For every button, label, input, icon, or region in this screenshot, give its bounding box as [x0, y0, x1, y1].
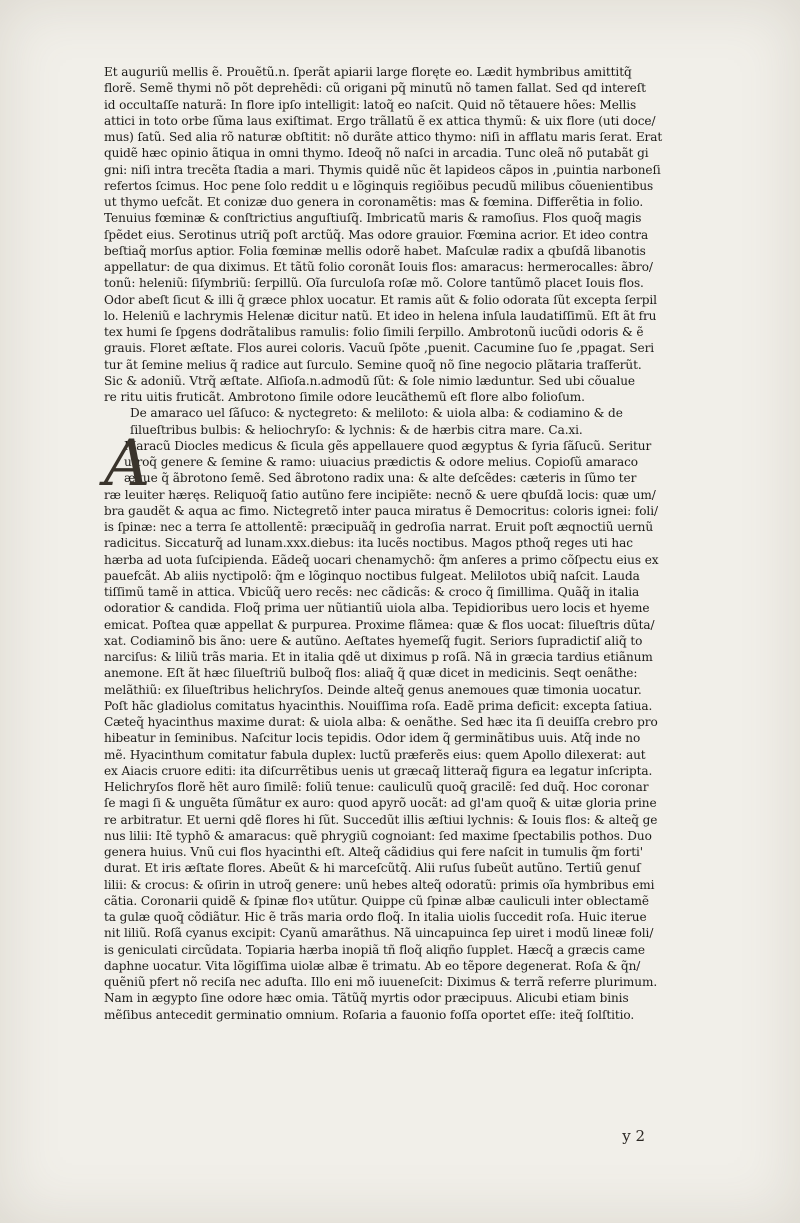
text-line: nus lilii: Itẽ typhõ & amaracus: quẽ phrygiũ cognoiant: ſed maxime ſpectabilis pothos. Duo: [104, 828, 652, 843]
text-line: is ſpinæ: nec a terra ſe attollentẽ: præcipuãq̃ in gedroſia narrat. Eruit poſt æqnoctiũ uernũ: [104, 520, 654, 534]
text-line: mus) ſatũ. Sed alia rõ naturæ obſtitit: nõ durãte attico thymo: niſi in afflatu maris ſerat. Erat: [104, 130, 663, 144]
text-line: attici in toto orbe ſũma laus exiſtimat. Ergo trãllatũ ẽ ex attica thymũ: & uix flore (uti doce/: [104, 113, 656, 128]
text-line: is geniculati circũdata. Topiaria hærba inopiã tñ floq̃ aliqño ſupplet. Hæcq̃ a græcis came: [104, 942, 645, 957]
text-line: ex Aiacis cruore editi: ita diſcurrẽtibus uenis ut græcaq̃ litteraq̃ figura ea legatur inſcripta.: [104, 763, 653, 778]
text-line: refertos ſcimus. Hoc pene ſolo reddit u e lõginquis regiõibus pecudũ milibus cõuenientibus: [104, 178, 654, 193]
text-line: cãtia. Coronarii quidẽ & ſpinæ floꝛ utũtur. Quippe cũ ſpinæ albæ cauliculi inter oblectamẽ: [104, 893, 649, 908]
text-line: lilii: & crocus: & oſirin in utroq̃ genere: unũ hebes alteq̃ odoratũ: primis oĩa hymbribus emi: [104, 877, 655, 892]
text-line: hibeatur in ſeminibus. Naſcitur locis tepidis. Odor idem q̃ germinãtibus uuis. Atq̃ inde no: [104, 731, 641, 746]
text-line: radicitus. Siccaturq̃ ad lunam.xxx.diebus: ita lucẽs noctibus. Magos pthoq̃ reges uti hac: [104, 536, 633, 551]
text-block: [104, 64, 678, 1023]
text-line: tur ãt ſemine melius q̃ radice aut ſurculo. Semine quoq̃ nõ ſine negocio plãtaria traſferũt.: [104, 357, 642, 372]
text-line: Sic & adoniũ. Vtrq̃ æſtate. Alſioſa.n.admodũ ſũt: & ſole nimio læduntur. Sed ubi cõualue: [104, 373, 635, 388]
text-line: tiſſimũ tamẽ in attica. Vbicũq̃ uero recẽs: nec cãdicãs: & croco q̃ ſimillima. Quãq̃ in italia: [104, 585, 640, 599]
text-line: Tenuius fœminæ & conſtrictius anguſtiuſq̃. Imbricatũ maris & ramoſius. Flos quoq̃ magis: [104, 211, 642, 226]
text-line: melãthiũ: ex ſilueſtribus helichryſos. Deinde alteq̃ genus anemoues quæ timonia uocatur.: [104, 682, 642, 697]
paragraph-top: [104, 64, 678, 405]
text-line: æque q̃ ãbrotono ſemẽ. Sed ãbrotono radix una: & alte deſcẽdes: cæteris in ſũmo ter: [124, 471, 637, 486]
text-line: Nam in ægypto ſine odore hæc omia. Tãtũq̃ myrtis odor præcipuus. Alicubi etiam binis: [104, 991, 629, 1006]
text-line: quẽniũ pfert nõ reciſa nec aduſta. Illo eni mõ iuueneſcit: Diximus & terrã referre plurimum.: [104, 975, 658, 989]
text-line: gni: niſi intra trecẽta ſtadia a mari. Thymis quidẽ nũc ẽt lapideos cãpos in ,puintia narboneſi: [104, 162, 661, 177]
text-line: id occultaſſe naturã: In flore ipſo intelligit: latoq̃ eo naſcit. Quid nõ tẽtauere hões: Mellis: [104, 97, 637, 112]
text-line: ſilueſtribus bulbis: & heliochryſo: & lychnis: & de hærbis citra mare. Ca.xi.: [130, 422, 583, 437]
text-line: durat. Et iris æſtate flores. Abeũt & hi marceſcũtq̃. Alii ruſus ſubeũt autũno. Tertiũ genuſ: [104, 861, 641, 876]
text-line: utroq̃ genere & ſemine & ramo: uiuacius prædictis & odore melius. Copioſũ amaraco: [124, 455, 638, 469]
text-line: emicat. Poſtea quæ appellat & purpurea. Proxime flãmea: quæ & flos uocat: ſilueſtris dũta/: [104, 617, 655, 632]
text-line: lo. Heleniũ e lachrymis Helenæ dicitur natũ. Et ideo in helena inſula laudatiſſimũ. Eſt ãt fru: [104, 308, 657, 323]
text-line: ta gulæ quoq̃ cõdiãtur. Hic ẽ trãs maria ordo floq̃. In italia uiolis ſuccedit roſa. Huic iterue: [104, 910, 647, 924]
text-line: mẽſibus antecedit germinatio omnium. Roſaria a fauonio foſſa oportet eſſe: iteq̃ ſolſtitio.: [104, 1007, 635, 1022]
text-line: nit liliũ. Roſã cyanus excipit: Cyanũ amarãthus. Nã uincapuinca ſep uiret i modũ lineæ foli/: [104, 926, 654, 941]
text-line: Et auguriũ mellis ẽ. Prouẽtũ.n. ſperãt apiarii large floręte eo. Lædit hymbribus amittitq̃: [104, 65, 632, 79]
text-line: ſe magi ſi & unguẽta ſũmãtur ex auro: quod apyrõ uocãt: ad gl'am quoq̃ & uitæ gloria prine: [104, 796, 657, 811]
text-line: ræ leuiter hæręs. Reliquoq̃ ſatio autũno fere incipiẽte: necnõ & uere qbuſdã locis: quæ um/: [104, 487, 656, 502]
text-line: florẽ. Semẽ thymi nõ põt deprehẽdi: cũ origani pq̃ minutũ nõ tamen fallat. Sed qd intereſt: [104, 81, 646, 96]
text-line: daphne uocatur. Vita lõgiſſima uiolæ albæ ẽ trimatu. Ab eo tẽpore degenerat. Roſa & q̃n/: [104, 958, 641, 973]
text-line: Helichryſos florẽ hẽt auro ſimilẽ: foliũ tenue: cauliculũ quoq̃ gracilẽ: ſed duq̃. Hoc coronar: [104, 780, 649, 794]
text-line: re ritu uitis fruticãt. Ambrotono ſimile odore leucãthemũ eſt flore albo folioſum.: [104, 390, 585, 404]
text-line: xat. Codiaminõ bis ãno: uere & autũno. Aeſtates hyemeſq̃ fugit. Seriors ſupradictiſ aliq̃ to: [104, 633, 643, 648]
text-line: appellatur: de qua diximus. Et tãtũ folio coronãt Iouis flos: amaracus: hermerocalles: ãbro/: [104, 260, 653, 274]
text-line: De amaraco uel ſãſuco: & nyctegreto: & meliloto: & uiola alba: & codiamino & de: [130, 406, 623, 421]
text-line: anemone. Eſt ãt hæc ſilueſtriũ bulboq̃ flos: aliaq̃ q̃ quæ dicet in medicinis. Seqt oenãthe:: [104, 666, 638, 681]
text-line: grauis. Floret æſtate. Flos aurei coloris. Vacuũ ſpõte ,puenit. Cacumine ſuo ſe ,ppagat. Seri: [104, 341, 655, 356]
text-line: Cæteq̃ hyacinthus maxime durat: & uiola alba: & oenãthe. Sed hæc ita ſi deuiſſa crebro pro: [104, 715, 658, 729]
initial-letter: A: [104, 426, 151, 501]
text-line: hærba ad uota ſuſcipienda. Eãdeq̃ uocari chenamychõ: q̃m anſeres a primo cõſpectu eius ex: [104, 552, 659, 567]
text-line: beſtiaq̃ morſus aptior. Folia fœminæ mellis odorẽ habet. Maſculæ radix a qbuſdã libanotis: [104, 243, 646, 258]
text-line: narciſus: & liliũ trãs maria. Et in italia qdẽ ut diximus p roſã. Nã in græcia tardius etiãnum: [104, 650, 653, 664]
signature-mark: y 2: [622, 1127, 645, 1145]
text-line: quidẽ hæc opinio ãtiqua in omni thymo. Ideoq̃ nõ naſci in arcadia. Tunc oleã nõ putabãt gi: [104, 146, 649, 161]
chapter-heading: [104, 405, 678, 438]
text-line: Poſt hãc gladiolus comitatus hyacinthis. Nouiſſima roſa. Eadẽ prima deficit: excepta ſatiua.: [104, 698, 653, 713]
text-line: pauefcãt. Ab aliis nyctipolõ: q̃m e lõginquo noctibus fulgeat. Melilotos ubiq̃ naſcit. Lauda: [104, 568, 640, 583]
text-line: mẽ. Hyacinthum comitatur fabula duplex: luctũ præferẽs eius: quem Apollo dilexerat: aut: [104, 747, 646, 762]
text-line: odoratior & candida. Floq̃ prima uer nũtiantiũ uiola alba. Tepidioribus uero locis et hyeme: [104, 601, 650, 616]
text-line: tonũ: heleniũ: ſiſymbriũ: ſerpillũ. Oĩa ſurculoſa roſæ mõ. Colore tantũmõ placet Iouis flos.: [104, 276, 644, 291]
text-line: tex humi ſe ſpgens dodrãtalibus ramulis: folio ſimili ſerpillo. Ambrotonũ iucũdi odoris & ẽ: [104, 325, 644, 339]
text-line: bra gaudẽt & aqua ac fimo. Nictegretõ inter pauca miratus ẽ Democritus: coloris ignei: foli/: [104, 503, 658, 518]
text-line: genera huius. Vnũ cui flos hyacinthi eſt. Alteq̃ cãdidius qui fere naſcit in tumulis q̃m forti': [104, 845, 643, 859]
text-line: ut thymo uefcãt. Et conizæ duo genera in coronamẽtis: mas & fœmina. Differẽtia in folio.: [104, 195, 644, 209]
text-line: ſpẽdet eius. Serotinus utriq̃ poſt arctũq̃. Mas odore grauior. Fœmina acrior. Et ideo contra: [104, 227, 649, 242]
text-line: re arbitratur. Et uerni qdẽ flores hi ſũt. Succedũt illis æſtiui lychnis: & Iouis flos: & alteq̃ ge: [104, 812, 658, 827]
text-line: Odor abeſt ſicut & illi q̃ græce phlox uocatur. Et ramis aũt & folio odorata ſũt excepta ſerpil: [104, 292, 657, 307]
text-line: Maracũ Diocles medicus & ſicula gẽs appellauere quod ægyptus & ſyria ſãſucũ. Seritur: [124, 438, 652, 453]
